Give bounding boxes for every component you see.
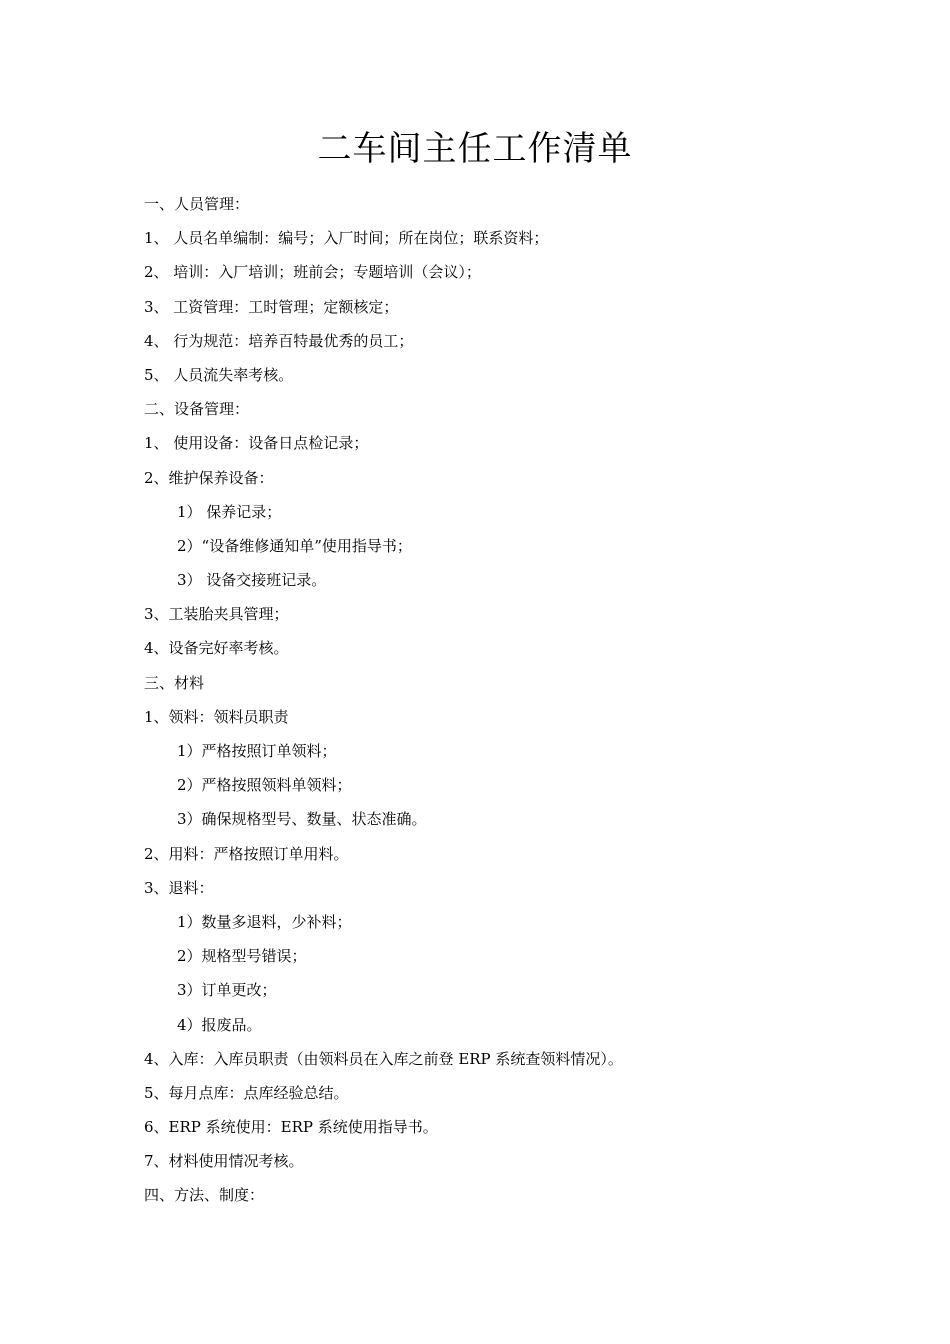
list-item: 4、 行为规范：培养百特最优秀的员工；: [144, 331, 414, 350]
list-subitem: 3）确保规格型号、数量、状态准确。: [177, 810, 427, 829]
list-item: 1、 人员名单编制：编号；入厂时间；所在岗位；联系资料；: [144, 229, 549, 248]
list-item: 6、ERP 系统使用：ERP 系统使用指导书。: [144, 1118, 438, 1137]
list-item: 1、领料：领料员职责: [144, 707, 289, 726]
list-subitem: 1）数量多退料，少补料；: [177, 912, 352, 931]
list-item: 三、材料: [144, 673, 205, 692]
document-title: 二车间主任工作清单: [317, 129, 633, 169]
list-item: 一、人员管理：: [144, 195, 250, 213]
list-subitem: 2）严格按照领料单领料；: [177, 776, 352, 795]
list-item: 二、设备管理：: [144, 400, 250, 419]
document-body: [144, 193, 844, 1219]
list-item: 5、每月点库：点库经验总结。: [144, 1083, 349, 1102]
list-item: 3、工装胎夹具管理；: [144, 605, 289, 624]
list-item: 2、维护保养设备：: [144, 468, 274, 487]
list-item: 1、 使用设备：设备日点检记录；: [144, 434, 369, 453]
list-subitem: 3） 设备交接班记录。: [177, 571, 327, 590]
list-subitem: 2）“设备维修通知单”使用指导书；: [177, 536, 412, 555]
list-subitem: 2）规格型号错误；: [177, 947, 307, 966]
list-subitem: 4）报废品。: [177, 1015, 262, 1034]
list-item: 2、 培训：入厂培训；班前会；专题培训（会议）；: [144, 263, 481, 282]
list-item: 2、用料：严格按照订单用料。: [144, 844, 349, 863]
list-subitem: 1） 保养记录；: [177, 502, 282, 521]
list-item: 4、入库：入库员职责（由领料员在入库之前登 ERP 系统查领料情况）。: [144, 1049, 623, 1068]
list-item: 3、退料：: [144, 878, 214, 897]
list-item: 7、材料使用情况考核。: [144, 1152, 304, 1171]
list-subitem: 1）严格按照订单领料；: [177, 742, 337, 760]
list-item: 4、设备完好率考核。: [144, 639, 289, 658]
list-item: 四、方法、制度：: [144, 1186, 265, 1205]
list-subitem: 3）订单更改；: [177, 981, 277, 1000]
list-item: 3、 工资管理：工时管理；定额核定；: [144, 297, 399, 316]
list-item: 5、 人员流失率考核。: [144, 365, 294, 384]
